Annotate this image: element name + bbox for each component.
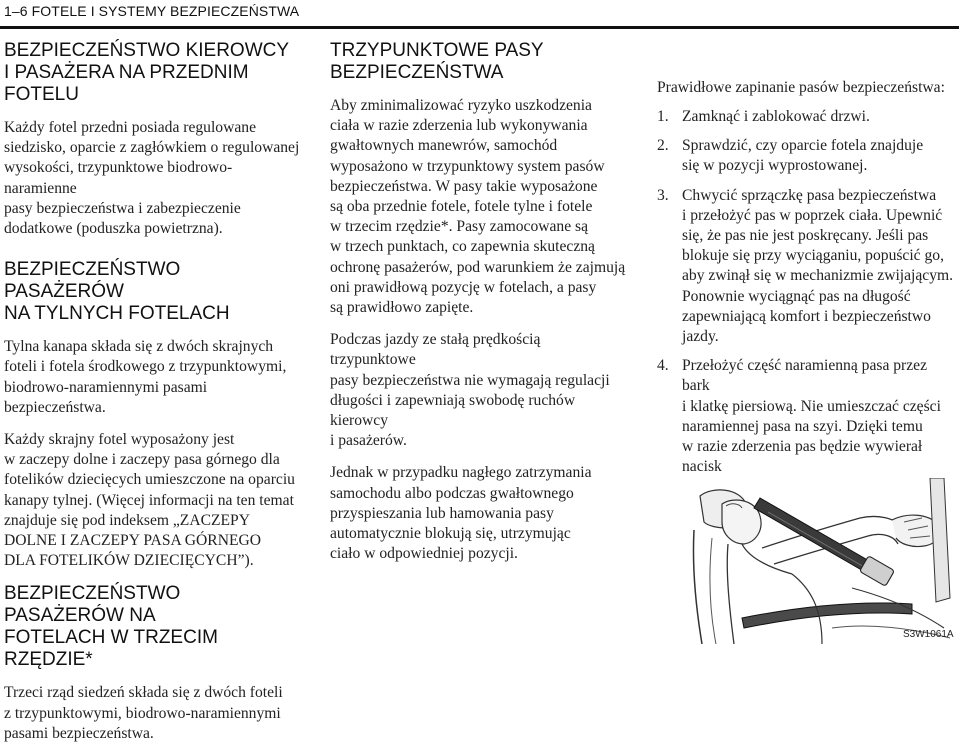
- paragraph-sudden-stop: Jednak w przypadku nagłego zatrzymania samochodu albo podczas gwałtownego przyspieszania lub hamowania pasy automatycznie blokują się, utrzymując ciało w odpowiedniej pozycji.: [330, 464, 592, 563]
- seatbelt-illustration: [682, 478, 954, 644]
- column-2: [330, 40, 630, 576]
- instruction-step: [657, 136, 957, 176]
- paragraph-rear-bench: Tylna kanapa składa się z dwóch skrajnych foteli i fotela środkowego z trzypunktowymi, biodrowo-naramiennymi pasami bezpieczeństwa.: [4, 338, 287, 416]
- instruction-step: [657, 186, 957, 348]
- step-text: Sprawdzić, czy oparcie fotela znajduje się w pozycji wyprostowanej.: [682, 137, 924, 175]
- header-rule: [0, 26, 959, 29]
- heading-three-point-belts: TRZYPUNKTOWE PASY BEZPIECZEŃSTWA: [330, 40, 544, 83]
- step-text: Chwycić sprzączkę pasa bezpieczeństwa i przełożyć pas w poprzek ciała. Upewnić się, że pas nie jest poskręcany. Jeśli pas blokuje się przy wyciąganiu, popuścić go, aby zwinął się w mechanizmie zwijającym. Ponownie wyciągnąć pas na długość zapewniającą komfort i bezpieczeństwo jazdy.: [682, 186, 954, 346]
- instruction-list: [657, 107, 957, 477]
- seatbelt-drawing: [682, 478, 954, 644]
- heading-third-row-safety: BEZPIECZEŃSTWO PASAŻERÓW NA FOTELACH W TRZECIM RZĘDZIE*: [4, 583, 218, 671]
- step-number: 4.: [657, 357, 669, 375]
- step-text: Przełożyć część naramienną pasa przez bark i klatkę piersiową. Nie umieszczać części naramiennej pasa na szyi. Dzięki temu w razie zderzenia pas będzie wywierał nacisk: [682, 357, 941, 476]
- paragraph-third-row: Trzeci rząd siedzeń składa się z dwóch foteli z trzypunktowymi, biodrowo-naramiennymi pasami bezpieczeństwa.: [4, 684, 283, 742]
- step-number: 3.: [657, 186, 669, 204]
- instructions-lead: Prawidłowe zapinanie pasów bezpieczeństwa:: [657, 79, 945, 96]
- paragraph-front-seats: Każdy fotel przedni posiada regulowane siedzisko, oparcie z zagłówkiem o regulowanej wysokości, trzypunktowe biodrowo-naramienne pasy bezpieczeństwa i zabezpieczenie dodatkowe (poduszka powietrzna).: [4, 119, 300, 238]
- paragraph-rear-anchors: Każdy skrajny fotel wyposażony jest w zaczepy dolne i zaczepy pasa górnego dla fotelików dziecięcych umieszczone na oparciu kanapy tylnej. (Więcej informacji na ten temat znajduje się pod indeksem „ZACZEPY DOLNE I ZACZEPY PASA GÓRNEGO DLA FOTELIKÓW DZIECIĘCYCH”).: [4, 431, 295, 570]
- column-3: [657, 78, 957, 486]
- paragraph-three-point-system: Aby zminimalizować ryzyko uszkodzenia ciała w razie zderzenia lub wykonywania gwałtownych manewrów, samochód wyposażono w trzypunktowy system pasów bezpieczeństwa. W pasy takie wyposażone są oba przednie fotele, fotele tylne i fotele w trzecim rzędzie*. Pasy zamocowane są w trzech punktach, co zapewnia skuteczną ochronę pasażerów, pod warunkiem że zajmują oni prawidłową pozycję w fotelach, a pasy są prawidłowo zapięte.: [330, 97, 626, 317]
- step-text: Zamknąć i zablokować drzwi.: [682, 108, 870, 125]
- instruction-step: [657, 107, 957, 127]
- paragraph-constant-speed: Podczas jazdy ze stałą prędkością trzypunktowe pasy bezpieczeństwa nie wymagają regulacji długości i zapewniają swobodę ruchów kierowcy i pasażerów.: [330, 331, 610, 450]
- figure-code: S3W1061A: [903, 629, 954, 640]
- step-number: 1.: [657, 108, 669, 125]
- step-number: 2.: [657, 137, 669, 155]
- heading-front-seat-safety: BEZPIECZEŃSTWO KIEROWCY I PASAŻERA NA PRZEDNIM FOTELU: [4, 40, 290, 105]
- instruction-step: [657, 356, 957, 477]
- heading-rear-seat-safety: BEZPIECZEŃSTWO PASAŻERÓW NA TYLNYCH FOTELACH: [4, 259, 230, 325]
- page-header: 1–6 FOTELE I SYSTEMY BEZPIECZEŃSTWA: [4, 3, 300, 19]
